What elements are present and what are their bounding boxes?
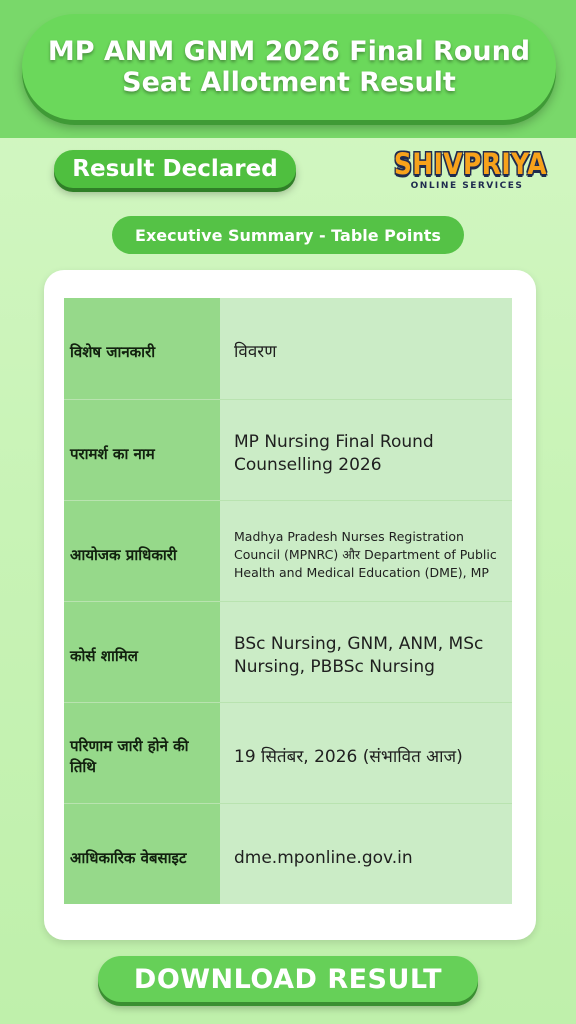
result-declared-badge: Result Declared bbox=[54, 150, 296, 188]
table-row bbox=[64, 702, 512, 803]
table-value-cell: Madhya Pradesh Nurses Registration Council (MPNRC) और Department of Public Health and Medical Education (DME), MP bbox=[220, 500, 512, 601]
table-key-cell: परामर्श का नाम bbox=[64, 399, 220, 500]
logo-tagline: ONLINE SERVICES bbox=[410, 181, 524, 191]
table-row bbox=[64, 803, 512, 904]
summary-table bbox=[64, 298, 512, 904]
table-value-cell: BSc Nursing, GNM, ANM, MSc Nursing, PBBSc Nursing bbox=[220, 601, 512, 702]
table-key-cell: परिणाम जारी होने की तिथि bbox=[64, 702, 220, 803]
table-value-cell: 19 सितंबर, 2026 (संभावित आज) bbox=[220, 702, 512, 803]
table-row bbox=[64, 399, 512, 500]
table-key-cell: विशेष जानकारी bbox=[64, 298, 220, 399]
table-value-cell: विवरण bbox=[220, 298, 512, 399]
logo-wordmark: SHIVPRIYA bbox=[393, 147, 547, 181]
table-key-cell: आधिकारिक वेबसाइट bbox=[64, 803, 220, 904]
table-value-cell: dme.mponline.gov.in bbox=[220, 803, 512, 904]
page-title: MP ANM GNM 2026 Final Round Seat Allotment Result bbox=[47, 36, 531, 98]
table-key-cell: आयोजक प्राधिकारी bbox=[64, 500, 220, 601]
section-title: Executive Summary - Table Points bbox=[112, 216, 464, 254]
table-row bbox=[64, 500, 512, 601]
download-result-button[interactable]: DOWNLOAD RESULT bbox=[98, 956, 478, 1002]
table-row bbox=[64, 298, 512, 399]
table-row bbox=[64, 601, 512, 702]
table-key-cell: कोर्स शामिल bbox=[64, 601, 220, 702]
shivpriya-logo bbox=[382, 148, 552, 198]
title-banner bbox=[22, 14, 556, 120]
table-value-cell: MP Nursing Final Round Counselling 2026 bbox=[220, 399, 512, 500]
